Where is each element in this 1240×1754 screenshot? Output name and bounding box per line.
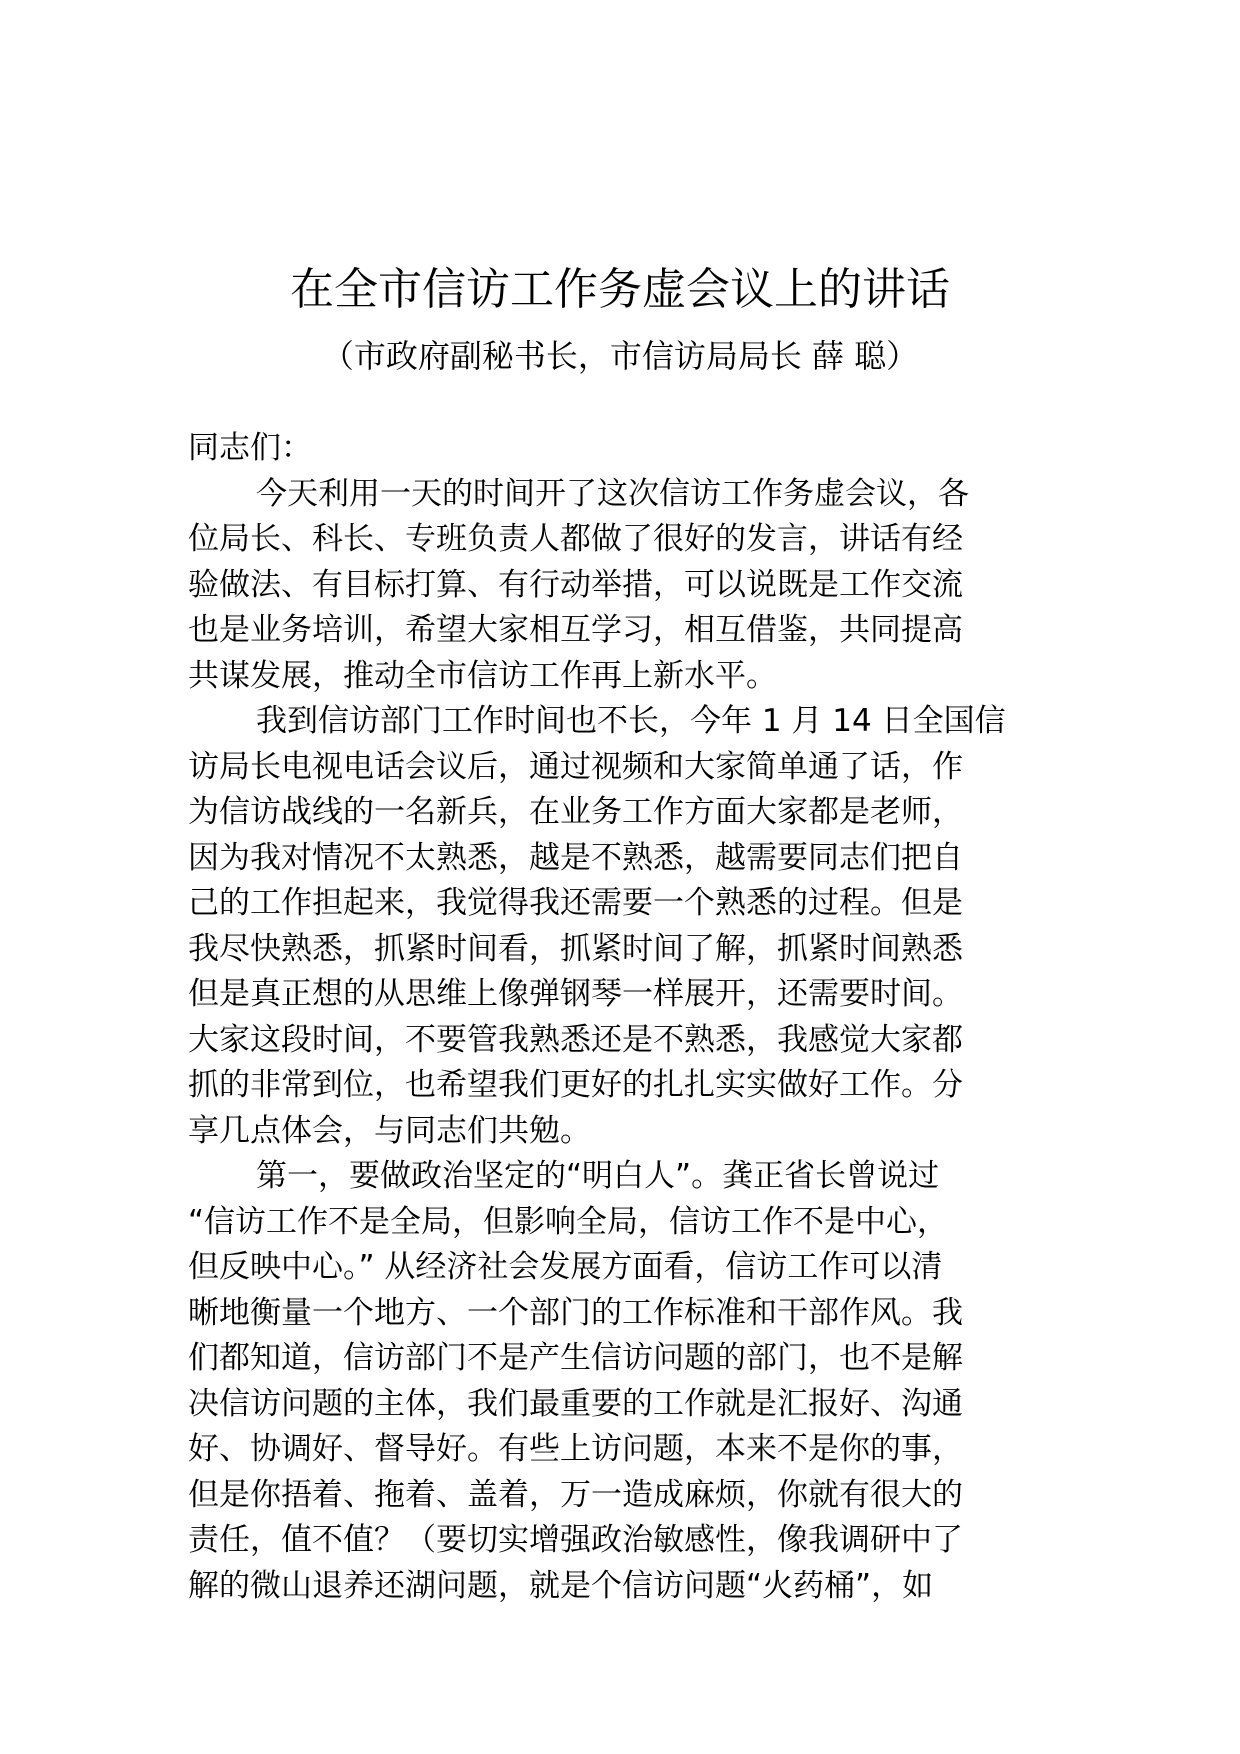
paragraph-line: 享几点体会，与同志们共勉。 (188, 1112, 591, 1149)
paragraph-line: 但是你捂着、拖着、盖着，万一造成麻烦，你就有很大的 (188, 1476, 963, 1513)
paragraph-line: 决信访问题的主体，我们最重要的工作就是汇报好、沟通 (188, 1385, 963, 1422)
paragraph-line: 己的工作担起来，我觉得我还需要一个熟悉的过程。但是 (188, 885, 963, 921)
paragraph-line: 位局长、科长、专班负责人都做了很好的发言，讲话有经 (188, 521, 963, 557)
paragraph-line: 责任，值不值？（要切实增强政治敏感性，像我调研中了 (188, 1522, 963, 1558)
paragraph-line: 因为我对情况不太熟悉，越是不熟悉，越需要同志们把自 (188, 839, 963, 876)
paragraph-line: “信访工作不是全局，但影响全局，信访工作不是中心， (188, 1203, 949, 1240)
paragraph-line: 好、协调好、督导好。有些上访问题，本来不是你的事， (188, 1431, 963, 1467)
paragraph-line: 第一，要做政治坚定的“明白人”。龚正省长曾说过 (256, 1158, 940, 1194)
paragraph-line: 晰地衡量一个地方、一个部门的工作标准和干部作风。我 (188, 1294, 963, 1331)
paragraph-line: 同志们： (188, 430, 312, 466)
paragraph-line: 我到信访部门工作时间也不长，今年 1 月 14 日全国信 (256, 703, 1006, 739)
paragraph-line: 但反映中心。” 从经济社会发展方面看，信访工作可以清 (188, 1249, 943, 1285)
document-body (188, 426, 1058, 1609)
document-subtitle: （市政府副秘书长，市信访局局长 薛 聪） (321, 337, 919, 375)
paragraph-line: 解的微山退养还湖问题，就是个信访问题“火药桶”，如 (188, 1567, 934, 1604)
paragraph-line: 我尽快熟悉，抓紧时间看，抓紧时间了解，抓紧时间熟悉 (188, 930, 963, 967)
paragraph-line: 今天利用一天的时间开了这次信访工作务虚会议，各 (256, 475, 969, 512)
paragraph-line: 抓的非常到位，也希望我们更好的扎扎实实做好工作。分 (188, 1067, 963, 1103)
paragraph-line: 访局长电视电话会议后，通过视频和大家简单通了话，作 (188, 748, 963, 785)
document-title: 在全市信访工作务虚会议上的讲话 (290, 264, 950, 315)
paragraph-line: 们都知道，信访部门不是产生信访问题的部门，也不是解 (188, 1340, 963, 1376)
paragraph-line: 共谋发展，推动全市信访工作再上新水平。 (188, 657, 777, 694)
paragraph-line: 也是业务培训，希望大家相互学习，相互借鉴，共同提高 (188, 612, 963, 648)
paragraph-line: 验做法、有目标打算、有行动举措，可以说既是工作交流 (188, 566, 963, 603)
paragraph-line: 但是真正想的从思维上像弹钢琴一样展开，还需要时间。 (188, 976, 963, 1012)
paragraph-line: 大家这段时间，不要管我熟悉还是不熟悉，我感觉大家都 (188, 1021, 963, 1058)
paragraph-line: 为信访战线的一名新兵，在业务工作方面大家都是老师， (188, 794, 963, 830)
